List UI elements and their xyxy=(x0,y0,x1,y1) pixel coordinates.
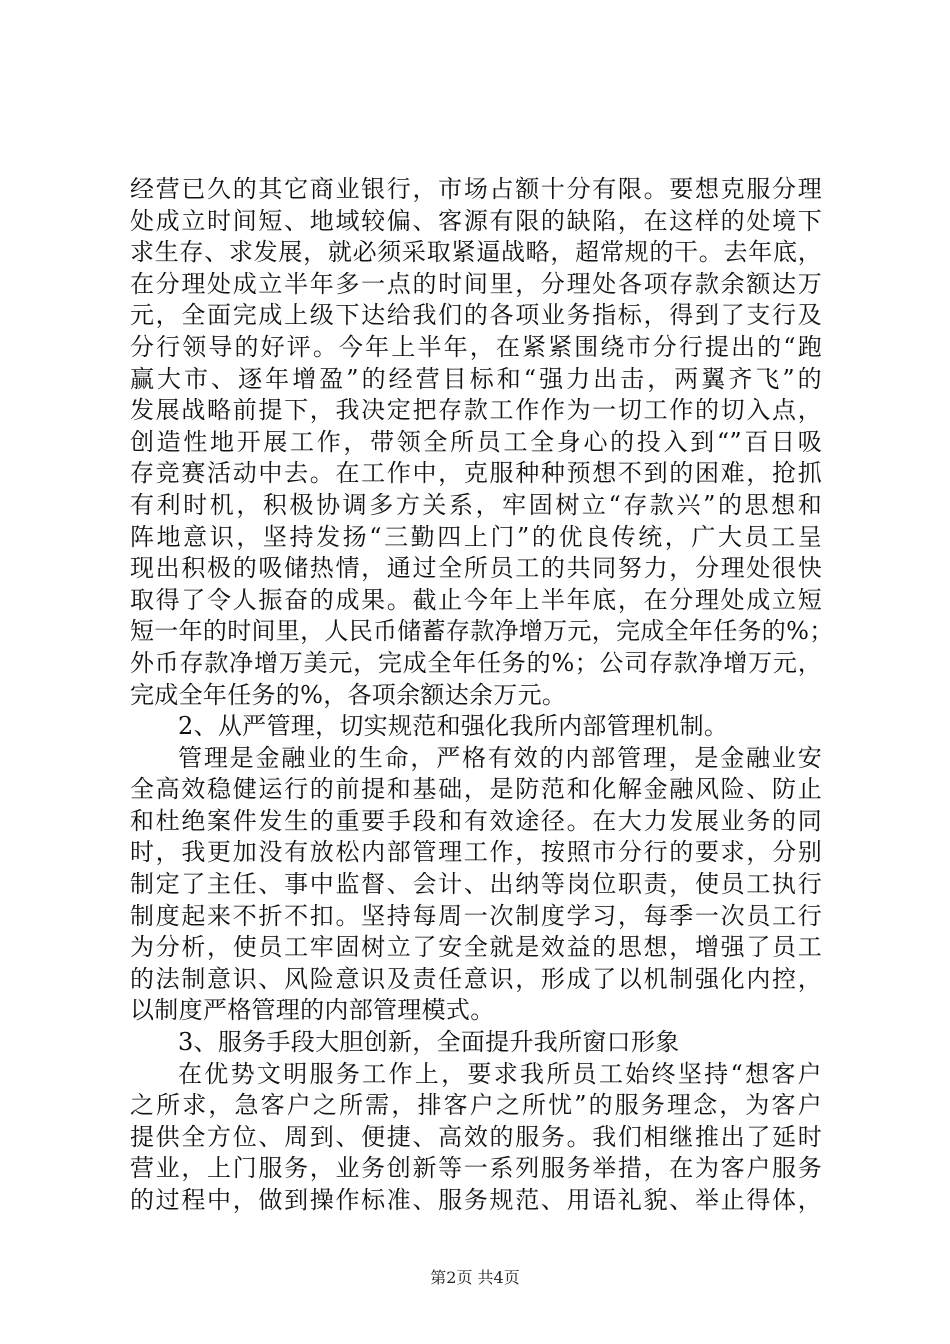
text-line: 发展战略前提下，我决定把存款工作作为一切工作的切入点， xyxy=(130,396,822,425)
text-line: 完成全年任务的%，各项余额达余万元。 xyxy=(130,680,567,709)
text-line: 元，全面完成上级下达给我们的各项业务指标，得到了支行及 xyxy=(130,301,822,330)
document-body xyxy=(130,174,834,1217)
text-line: 管理是金融业的生命，严格有效的内部管理，是金融业安 xyxy=(178,743,822,772)
text-line: 赢大市、逐年增盈”的经营目标和“强力出击，两翼齐飞”的 xyxy=(130,364,822,393)
text-line: 的过程中，做到操作标准、服务规范、用语礼貌、举止得体， xyxy=(130,1186,822,1214)
text-line: 在分理处成立半年多一点的时间里，分理处各项存款余额达万 xyxy=(130,269,822,298)
text-line: 处成立时间短、地域较偏、客源有限的缺陷，在这样的处境下 xyxy=(130,206,822,235)
page-footer xyxy=(0,1268,950,1288)
text-line: 现出积极的吸储热情，通过全所员工的共同努力，分理处很快 xyxy=(130,554,822,583)
text-line: 全高效稳健运行的前提和基础，是防范和化解金融风险、防止 xyxy=(130,775,822,804)
text-line: 制定了主任、事中监督、会计、出纳等岗位职责，使员工执行 xyxy=(130,870,822,899)
text-line: 分行领导的好评。今年上半年，在紧紧围绕市分行提出的“跑 xyxy=(130,332,822,361)
text-line: 创造性地开展工作，带领全所员工全身心的投入到“”百日吸 xyxy=(130,427,822,456)
text-line: 阵地意识，坚持发扬“三勤四上门”的优良传统，广大员工呈 xyxy=(130,522,822,551)
text-line: 时，我更加没有放松内部管理工作，按照市分行的要求，分别 xyxy=(130,838,822,867)
text-line: 制度起来不折不扣。坚持每周一次制度学习，每季一次员工行 xyxy=(130,901,822,930)
text-line: 为分析，使员工牢固树立了安全就是效益的思想，增强了员工 xyxy=(130,933,822,962)
text-line: 短一年的时间里，人民币储蓄存款净增万元，完成全年任务的%； xyxy=(130,617,834,646)
text-line: 求生存、求发展，就必须采取紧逼战略，超常规的干。去年底， xyxy=(130,238,822,267)
text-line: 2、从严管理，切实规范和强化我所内部管理机制。 xyxy=(178,712,729,741)
text-line: 在优势文明服务工作上，要求我所员工始终坚持“想客户 xyxy=(178,1059,822,1088)
text-line: 存竞赛活动中去。在工作中，克服种种预想不到的困难，抢抓 xyxy=(130,459,822,488)
text-line: 营业，上门服务，业务创新等一系列服务举措，在为客户服务 xyxy=(130,1154,822,1183)
text-line: 之所求，急客户之所需，排客户之所忧”的服务理念，为客户 xyxy=(130,1091,822,1120)
text-line: 取得了令人振奋的成果。截止今年上半年底，在分理处成立短 xyxy=(130,585,822,614)
text-line: 提供全方位、周到、便捷、高效的服务。我们相继推出了延时 xyxy=(130,1122,822,1151)
page-number-label: 第2页 共4页 xyxy=(430,1268,520,1287)
text-line: 以制度严格管理的内部管理模式。 xyxy=(130,996,495,1025)
text-line: 和杜绝案件发生的重要手段和有效途径。在大力发展业务的同 xyxy=(130,806,822,835)
text-line: 经营已久的其它商业银行，市场占额十分有限。要想克服分理 xyxy=(130,175,822,203)
text-line: 的法制意识、风险意识及责任意识，形成了以机制强化内控， xyxy=(130,964,822,993)
text-line: 有利时机，积极协调多方关系，牢固树立“存款兴”的思想和 xyxy=(130,490,822,519)
text-line: 外币存款净增万美元，完成全年任务的%；公司存款净增万元， xyxy=(130,648,822,677)
text-line: 3、服务手段大胆创新，全面提升我所窗口形象 xyxy=(178,1028,680,1057)
